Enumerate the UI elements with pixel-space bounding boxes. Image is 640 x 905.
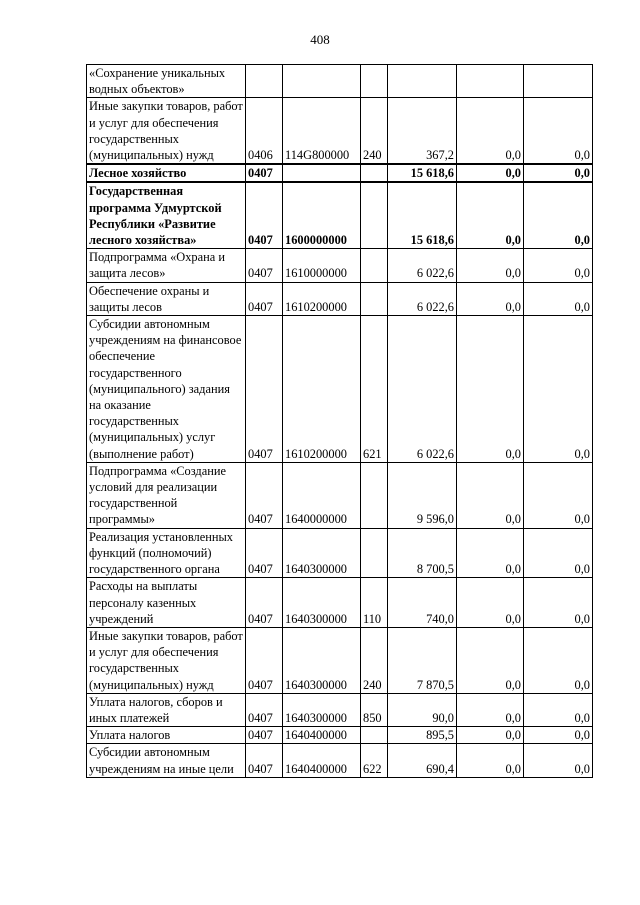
amount-cell [388,65,457,98]
table-row [87,462,593,528]
amount-3-cell: 0,0 [524,528,593,578]
section-code-cell: 0407 [246,462,283,528]
amount-3-cell: 0,0 [524,462,593,528]
amount-2-cell: 0,0 [457,627,524,693]
target-article-cell [283,164,361,182]
amount-3-cell: 0,0 [524,627,593,693]
amount-2-cell: 0,0 [457,98,524,164]
amount-cell: 690,4 [388,744,457,777]
table-row [87,282,593,315]
target-article-cell: 1610000000 [283,249,361,282]
table-row [87,182,593,248]
target-article-cell: 114G800000 [283,98,361,164]
table-row [87,693,593,726]
expense-type-cell [361,528,388,578]
expense-type-cell [361,182,388,248]
table-row [87,727,593,744]
expense-type-cell [361,462,388,528]
page-number: 408 [310,32,330,47]
amount-3-cell: 0,0 [524,316,593,463]
expense-name-cell: Лесное хозяйство [87,164,246,182]
expense-name-cell: Иные закупки товаров, работ и услуг для обеспечения государственных (муниципальных) нужд [87,627,246,693]
amount-2-cell: 0,0 [457,727,524,744]
expense-type-cell [361,249,388,282]
amount-2-cell [457,65,524,98]
amount-cell: 895,5 [388,727,457,744]
amount-cell: 90,0 [388,693,457,726]
section-code-cell: 0407 [246,744,283,777]
amount-cell: 740,0 [388,578,457,628]
expense-type-cell [361,164,388,182]
amount-3-cell: 0,0 [524,578,593,628]
expense-type-cell: 850 [361,693,388,726]
target-article-cell: 1610200000 [283,282,361,315]
target-article-cell: 1640300000 [283,693,361,726]
amount-3-cell: 0,0 [524,182,593,248]
section-code-cell: 0407 [246,249,283,282]
table-row [87,65,593,98]
section-code-cell: 0407 [246,316,283,463]
section-code-cell [246,65,283,98]
amount-cell: 8 700,5 [388,528,457,578]
table-row [87,744,593,777]
amount-2-cell: 0,0 [457,182,524,248]
amount-2-cell: 0,0 [457,462,524,528]
expense-name-cell: «Сохранение уникальных водных объектов» [87,65,246,98]
amount-cell: 6 022,6 [388,282,457,315]
section-code-cell: 0407 [246,182,283,248]
expense-name-cell: Обеспечение охраны и защиты лесов [87,282,246,315]
amount-2-cell: 0,0 [457,282,524,315]
table-row [87,578,593,628]
amount-cell: 7 870,5 [388,627,457,693]
amount-3-cell: 0,0 [524,164,593,182]
amount-3-cell: 0,0 [524,249,593,282]
expense-name-cell: Государственная программа Удмуртской Республики «Развитие лесного хозяйства» [87,182,246,248]
amount-2-cell: 0,0 [457,249,524,282]
amount-2-cell: 0,0 [457,744,524,777]
section-code-cell: 0407 [246,528,283,578]
table-row [87,249,593,282]
amount-cell: 15 618,6 [388,164,457,182]
budget-table [86,64,593,778]
target-article-cell [283,65,361,98]
target-article-cell: 1640400000 [283,727,361,744]
amount-2-cell: 0,0 [457,316,524,463]
amount-3-cell [524,65,593,98]
expense-name-cell: Реализация установленных функций (полномочий) государственного органа [87,528,246,578]
expense-type-cell [361,282,388,315]
expense-type-cell: 240 [361,627,388,693]
expense-name-cell: Субсидии автономным учреждениям на иные цели [87,744,246,777]
expense-name-cell: Субсидии автономным учреждениям на финансовое обеспечение государственного (муниципального) задания на оказание государственных (муниципальных) услуг (выполнение работ) [87,316,246,463]
table-row [87,98,593,164]
section-code-cell: 0407 [246,727,283,744]
amount-2-cell: 0,0 [457,693,524,726]
amount-2-cell: 0,0 [457,578,524,628]
target-article-cell: 1600000000 [283,182,361,248]
target-article-cell: 1640300000 [283,528,361,578]
amount-3-cell: 0,0 [524,282,593,315]
amount-3-cell: 0,0 [524,693,593,726]
expense-type-cell [361,65,388,98]
expense-name-cell: Расходы на выплаты персоналу казенных учреждений [87,578,246,628]
expense-name-cell: Иные закупки товаров, работ и услуг для обеспечения государственных (муниципальных) нужд [87,98,246,164]
expense-name-cell: Уплата налогов [87,727,246,744]
target-article-cell: 1640400000 [283,744,361,777]
amount-cell: 6 022,6 [388,316,457,463]
section-code-cell: 0406 [246,98,283,164]
section-code-cell: 0407 [246,578,283,628]
expense-type-cell [361,727,388,744]
section-code-cell: 0407 [246,164,283,182]
target-article-cell: 1640000000 [283,462,361,528]
amount-cell: 9 596,0 [388,462,457,528]
amount-cell: 15 618,6 [388,182,457,248]
section-code-cell: 0407 [246,693,283,726]
expense-name-cell: Уплата налогов, сборов и иных платежей [87,693,246,726]
section-code-cell: 0407 [246,627,283,693]
amount-3-cell: 0,0 [524,727,593,744]
amount-3-cell: 0,0 [524,744,593,777]
section-code-cell: 0407 [246,282,283,315]
target-article-cell: 1640300000 [283,627,361,693]
table-row [87,627,593,693]
amount-2-cell: 0,0 [457,528,524,578]
expense-type-cell: 240 [361,98,388,164]
expense-name-cell: Подпрограмма «Создание условий для реализации государственной программы» [87,462,246,528]
expense-type-cell: 621 [361,316,388,463]
table-row [87,528,593,578]
expense-name-cell: Подпрограмма «Охрана и защита лесов» [87,249,246,282]
expense-type-cell: 110 [361,578,388,628]
table-row [87,316,593,463]
target-article-cell: 1610200000 [283,316,361,463]
target-article-cell: 1640300000 [283,578,361,628]
amount-cell: 6 022,6 [388,249,457,282]
amount-3-cell: 0,0 [524,98,593,164]
budget-table-body [87,65,593,778]
amount-2-cell: 0,0 [457,164,524,182]
amount-cell: 367,2 [388,98,457,164]
expense-type-cell: 622 [361,744,388,777]
table-row [87,164,593,182]
